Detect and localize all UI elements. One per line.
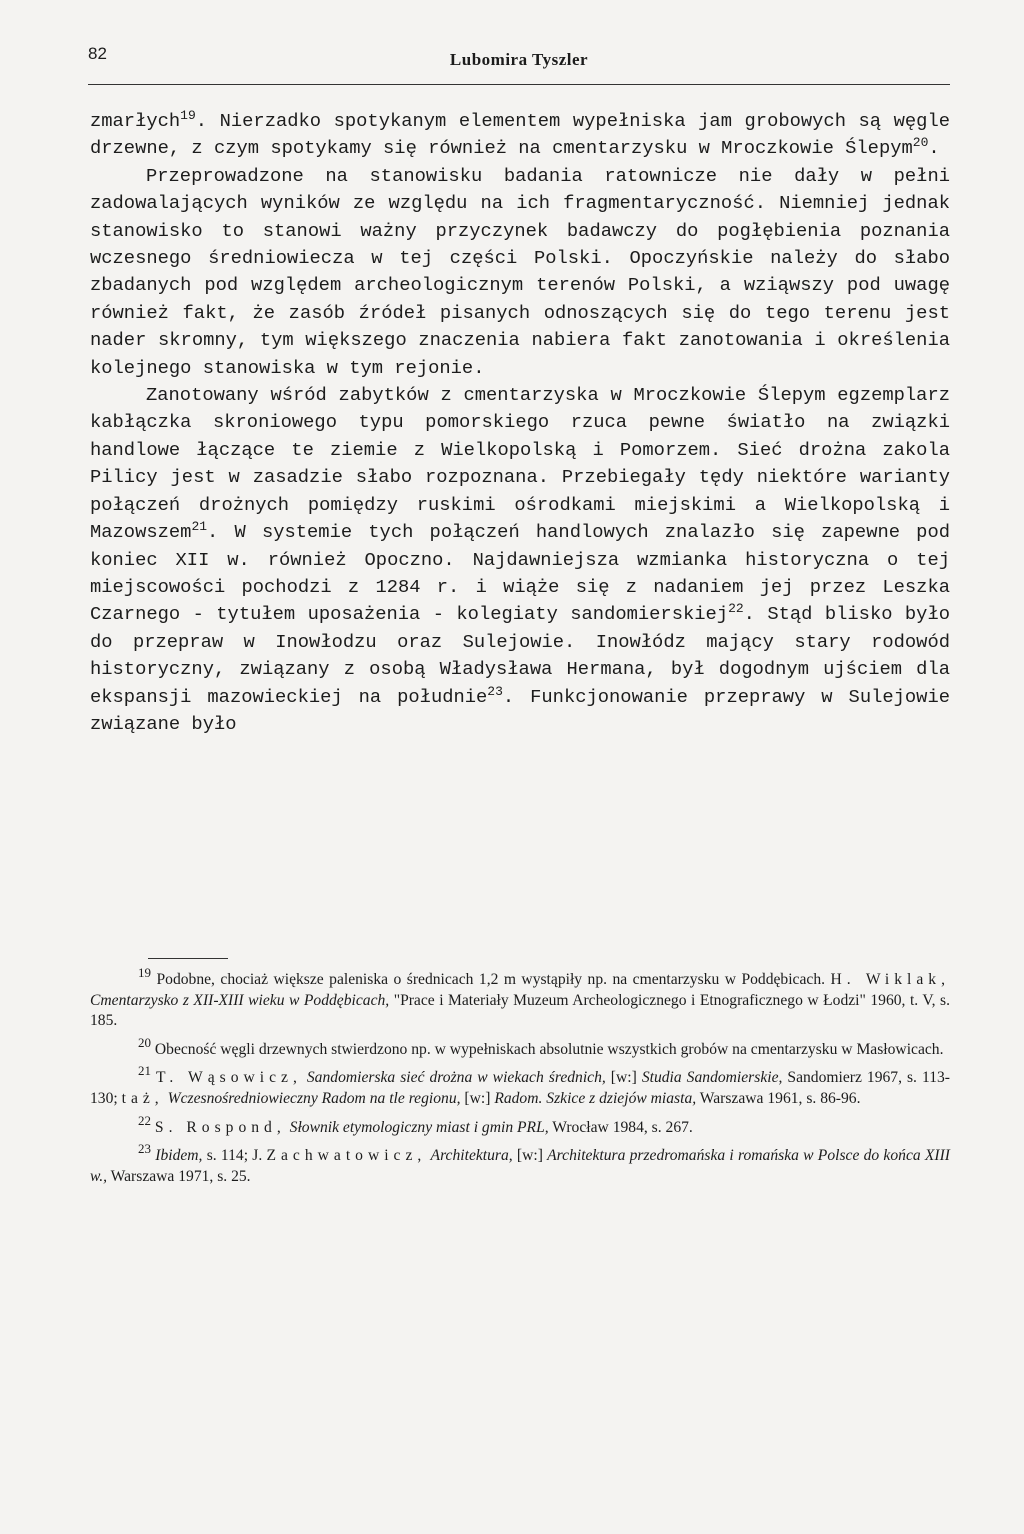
footnote-author: H. Wiklak, — [830, 971, 950, 988]
running-head: Lubomira Tyszler — [449, 50, 589, 69]
footnote-title: Sandomierska sieć drożna w wiekach średnich, — [306, 1069, 606, 1087]
header-rule — [88, 84, 950, 85]
main-text — [90, 108, 950, 738]
footnote-author: S. Rospond, — [154, 1118, 286, 1136]
footnote-text: [w:] — [460, 1089, 495, 1107]
footnote-ref-23: 23 — [487, 683, 503, 699]
footnote-text: Obecność węgli drzewnych stwierdzono np. w wypełniskach absolutnie wszystkich grobów na cmentarzysku w Masłowicach. — [154, 1040, 944, 1058]
footnote-title: Architektura przedromańska i romańska w Polsce do końca XIII w., — [90, 1147, 951, 1185]
footnote-title: Radom. Szkice z dziejów miasta, — [494, 1089, 697, 1107]
footnote-title: Ibidem, — [155, 1147, 203, 1165]
footnote-text: [w:] — [512, 1147, 548, 1165]
text-run: . — [928, 137, 940, 160]
footnote-20 — [90, 1034, 950, 1061]
paragraph-3 — [90, 382, 950, 738]
footnote-ref-21: 21 — [191, 519, 208, 535]
footnote-author: T. Wąsowicz, — [156, 1069, 302, 1087]
text-run: . Nierzadko spotykanym elementem wypełniska jam grobowych są węgle drzewne, z czym spotykamy się również na cmentarzysku w Mroczkowie Ślepym — [90, 110, 950, 160]
footnote-number: 21 — [138, 1063, 151, 1079]
footnote-number: 22 — [138, 1112, 151, 1128]
text-run: . Stąd blisko było do przepraw w Inowłodzu oraz Sulejowie. Inowłódz mający stary rodowód historyczny, związany z osobą Władysława Hermana, był dogodnym ujściem dla ekspansji mazowieckiej na południe — [90, 603, 950, 708]
footnote-19 — [90, 965, 950, 1032]
footnote-author: Zachwatowicz, — [266, 1147, 427, 1165]
footnote-ref-19: 19 — [180, 108, 196, 123]
footnote-title: Wczesnośredniowieczny Radom na tle regionu, — [167, 1089, 461, 1107]
footnote-text: Podobne, chociaż większe paleniska o średnicach 1,2 m wystąpiły np. na cmentarzysku w Poddębicach. — [156, 971, 831, 988]
footnote-text: [w:] — [605, 1069, 642, 1087]
text-run: Zanotowany wśród zabytków z cmentarzyska w Mroczkowie Ślepym egzemplarz kabłączka skroniowego typu pomorskiego rzuca pewne światło na związki handlowe łączące te ziemie z Wielkopolską i Pomorzem. Sieć drożna zakola Pilicy jest w zasadzie słabo rozpoznana. Przebiegały tędy niektóre warianty połączeń drożnych pomiędzy ruskimi ośrodkami miejskimi a Wielkopolską i Mazowszem — [90, 384, 950, 544]
footnote-text: Wrocław 1984, s. 267. — [548, 1118, 693, 1136]
footnote-author: taż, — [121, 1089, 164, 1107]
paragraph-1 — [90, 108, 950, 163]
footnote-title: Studia Sandomierskie, — [641, 1069, 783, 1087]
footnote-number: 20 — [138, 1034, 151, 1050]
footnote-text: "Prace i Materiały Muzeum Archeologicznego i Etnograficznego w Łodzi" 1960, t. V, s. 185. — [90, 991, 950, 1030]
footnote-number: 23 — [138, 1141, 151, 1157]
footnote-title: Architektura, — [430, 1147, 513, 1165]
footnote-ref-20: 20 — [912, 135, 929, 151]
text-run: zmarłych — [90, 110, 181, 132]
text-run: . Funkcjonowanie przeprawy w Sulejowie związane było — [90, 685, 950, 735]
footnote-text: Sandomierz 1967, s. 113-130; — [90, 1069, 950, 1107]
footnote-text: s. 114; J. — [202, 1147, 267, 1165]
footnote-21 — [90, 1063, 950, 1109]
footnote-text: Warszawa 1961, s. 86-96. — [696, 1089, 861, 1107]
footnote-23 — [90, 1141, 951, 1187]
footnote-text: Warszawa 1971, s. 25. — [107, 1167, 251, 1185]
footnote-title: Cmentarzysko z XII-XIII wieku w Poddębicach, — [90, 991, 390, 1009]
footnote-22 — [90, 1112, 950, 1139]
footnotes — [90, 965, 951, 1195]
text-run: . W systemie tych połączeń handlowych znalazło się zapewne pod koniec XII w. również Opoczno. Najdawniejsza wzmianka historyczna o tej miejscowości pochodzi z 1284 r. i wiąże się z nadaniem jej przez Leszka Czarnego - tytułem uposażenia - kolegiaty sandomierskiej — [90, 521, 950, 626]
footnote-number: 19 — [138, 965, 151, 980]
page-header — [88, 44, 950, 76]
paragraph-2: Przeprowadzone na stanowisku badania ratownicze nie dały w pełni zadowalających wyników ze względu na ich fragmentaryczność. Niemniej jednak stanowisko to stanowi ważny przyczynek badawczy do pogłębienia poznania wczesnego średniowiecza w tej części Polski. Opoczyńskie należy do słabo zbadanych pod względem archeologicznym terenów Polski, a wziąwszy pod uwagę również fakt, że zasób źródeł pisanych odnoszących się do tego terenu jest nader skromny, tym większego znaczenia nabiera fakt zanotowania i określenia kolejnego stanowiska w tym rejonie. — [90, 164, 950, 379]
page-number: 82 — [88, 44, 107, 63]
footnote-title: Słownik etymologiczny miast i gmin PRL, — [289, 1118, 549, 1136]
footnote-rule — [148, 958, 228, 959]
footnote-ref-22: 22 — [728, 601, 744, 617]
